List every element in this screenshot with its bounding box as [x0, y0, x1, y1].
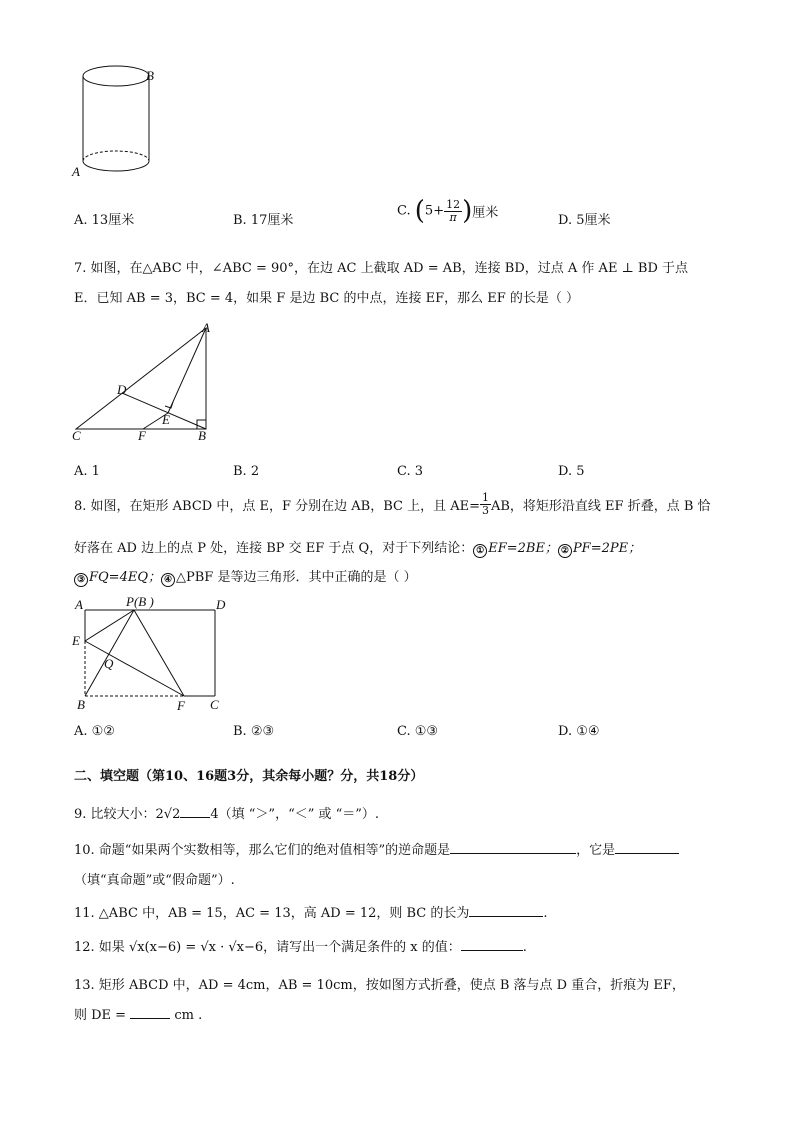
q8-label-d: D	[216, 597, 226, 612]
q8-line2-a: 好落在 AD 边上的点 P 处，连接 BP 交 EF 于点 Q，对于下列结论：	[74, 541, 474, 556]
q11-text-b: .	[543, 906, 548, 921]
section-title-fill-in: 二、填空题（第10、16题3分，其余每小题？分，共18分）	[74, 769, 424, 784]
q7-option-c: C. 3	[397, 464, 424, 479]
q9-line	[74, 803, 379, 822]
q10-line1	[74, 839, 679, 858]
q6-option-c-unit: 厘米	[472, 205, 499, 221]
q8-conclusion-3-marker: ③	[74, 573, 88, 587]
q7-label-b: B	[198, 428, 206, 443]
q6-option-c-fraction: $\frac{12}{\pi}$	[446, 197, 461, 224]
cylinder-figure	[70, 60, 170, 180]
q8-conclusion-1-marker: ①	[473, 544, 487, 558]
q7-label-a: A	[202, 320, 210, 335]
q8-option-c: C. ①③	[397, 724, 439, 739]
q8-conclusion-2-marker: ②	[558, 544, 572, 558]
q11-answer-blank[interactable]	[469, 904, 543, 917]
q8-label-a: A	[75, 597, 83, 612]
q8-label-c: C	[210, 697, 219, 712]
q7-label-f: F	[138, 428, 146, 443]
q8-line1	[74, 492, 711, 517]
q12-line	[74, 936, 527, 955]
q8-conclusion-2: PF=2PE；	[572, 541, 642, 556]
q8-option-b: B. ②③	[233, 724, 275, 739]
q11-text-a: 11. △ABC 中，AB = 15，AC = 13，高 AD = 12，则 BC 的长为	[74, 906, 470, 921]
cylinder-label-b: B	[146, 68, 154, 83]
q7-option-d: D. 5	[558, 464, 585, 479]
q8-label-q: Q	[104, 656, 114, 671]
q7-option-b: B. 2	[233, 464, 260, 479]
q12-text-b: .	[522, 940, 527, 955]
q8-line3	[74, 566, 417, 587]
q13-line2	[74, 1004, 202, 1023]
cylinder-label-a: A	[72, 164, 80, 179]
q9-text-b: 4（填 “＞”，“＜” 或 “＝”）.	[210, 807, 380, 822]
q6-option-b: B. 17厘米	[233, 213, 294, 228]
q8-fraction: $\frac{1}{3}$	[481, 491, 489, 517]
q13-line1: 13. 矩形 ABCD 中，AD = 4cm，AB = 10cm，按如图方式折叠，使点 B 落与点 D 重合，折痕为 EF，	[74, 978, 685, 993]
q13-text-a: 则 DE =	[74, 1008, 127, 1023]
q8-conclusion-4: △PBF 是等边三角形．其中正确的是（ ）	[176, 570, 417, 585]
q12-text-a: 12. 如果 √x(x−6) = √x · √x−6，请写出一个满足条件的 x 的值：	[74, 940, 461, 955]
q9-answer-blank[interactable]	[180, 805, 210, 818]
q7-option-a: A. 1	[74, 464, 100, 479]
q8-label-pb: P(B )	[126, 594, 154, 609]
q7-label-d: D	[117, 382, 127, 397]
q6-option-c-prefix: C.	[397, 203, 411, 219]
q8-label-e: E	[72, 633, 80, 648]
q9-text-a: 9. 比较大小：2√2	[74, 807, 181, 822]
q12-answer-blank[interactable]	[461, 938, 523, 951]
q11-line	[74, 902, 548, 921]
q6-option-d: D. 5厘米	[558, 213, 611, 228]
q8-conclusion-4-marker: ④	[161, 573, 175, 587]
q8-conclusion-3: FQ=4EQ；	[89, 570, 161, 585]
q7-label-c: C	[72, 428, 81, 443]
rectangle-fold-figure	[76, 600, 226, 705]
q8-line2	[74, 537, 641, 558]
q8-label-b: B	[77, 697, 85, 712]
q8-option-a: A. ①②	[74, 724, 115, 739]
q13-answer-blank[interactable]	[130, 1006, 170, 1019]
q8-line1-b: AB，将矩形沿直线 EF 折叠，点 B 恰	[490, 499, 711, 514]
q13-text-b: cm .	[174, 1008, 203, 1023]
q10-line2: （填“真命题”或“假命题”）.	[74, 873, 235, 888]
q10-text-b: ，它是	[576, 843, 616, 858]
q6-option-c: C. (5+ $\frac{12}{\pi}$ )厘米	[397, 196, 499, 226]
q8-label-f: F	[177, 698, 185, 713]
q10-text-a: 10. 命题“如果两个实数相等，那么它们的绝对值相等”的逆命题是	[74, 843, 451, 858]
q10-answer-blank-1[interactable]	[450, 841, 576, 854]
q8-option-d: D. ①④	[558, 724, 600, 739]
q8-conclusion-1: EF=2BE；	[488, 541, 558, 556]
q7-label-e: E	[162, 412, 170, 427]
q10-answer-blank-2[interactable]	[615, 841, 679, 854]
q6-option-c-expr: 5+	[424, 203, 445, 219]
q6-option-a: A. 13厘米	[74, 213, 135, 228]
q8-line1-a: 8. 如图，在矩形 ABCD 中，点 E，F 分别在边 AB，BC 上，且 AE=	[74, 499, 480, 514]
q7-line1: 7. 如图，在△ABC 中，∠ABC = 90°，在边 AC 上截取 AD = AB，连接 BD，过点 A 作 AE ⊥ BD 于点	[74, 261, 689, 276]
q7-line2: E．已知 AB = 3，BC = 4，如果 F 是边 BC 的中点，连接 EF，那么 EF 的长是（ ）	[74, 291, 580, 306]
